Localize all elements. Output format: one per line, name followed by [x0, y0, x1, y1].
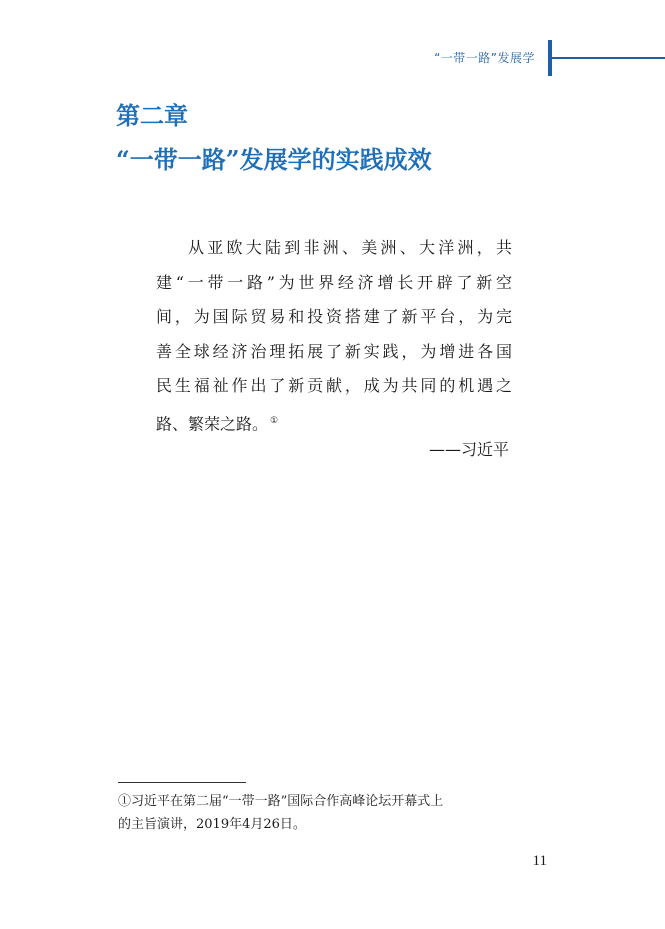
chapter-label: 第二章 [116, 101, 188, 130]
footnote-marker[interactable]: ① [270, 415, 279, 426]
header-accent-rule [552, 57, 665, 59]
epigraph-line: 善全球经济治理拓展了新实践，为增进各国 [156, 341, 512, 361]
epigraph-last-line [156, 404, 512, 439]
footnote-line: ①习近平在第二届“一带一路”国际合作高峰论坛开幕式上 [118, 794, 444, 809]
page-number: 11 [532, 853, 547, 869]
epigraph-quote [156, 231, 512, 439]
epigraph-line: 路、繁荣之路。 [156, 414, 269, 434]
footnote-divider [118, 782, 246, 783]
footnote-line: 的主旨演讲，2019年4月26日。 [118, 817, 306, 832]
epigraph-line: 间，为国际贸易和投资搭建了新平台，为完 [156, 307, 512, 327]
epigraph-line: 民生福祉作出了新贡献，成为共同的机遇之 [156, 376, 512, 396]
running-header: “一带一路”发展学 [434, 51, 535, 65]
footnote [118, 790, 558, 836]
epigraph-line: 从亚欧大陆到非洲、美洲、大洋洲，共 [188, 238, 512, 257]
chapter-title: “一带一路”发展学的实践成效 [116, 145, 432, 174]
epigraph-attribution: ——习近平 [428, 440, 509, 459]
epigraph-line: 建“一带一路”为世界经济增长开辟了新空 [156, 272, 512, 292]
